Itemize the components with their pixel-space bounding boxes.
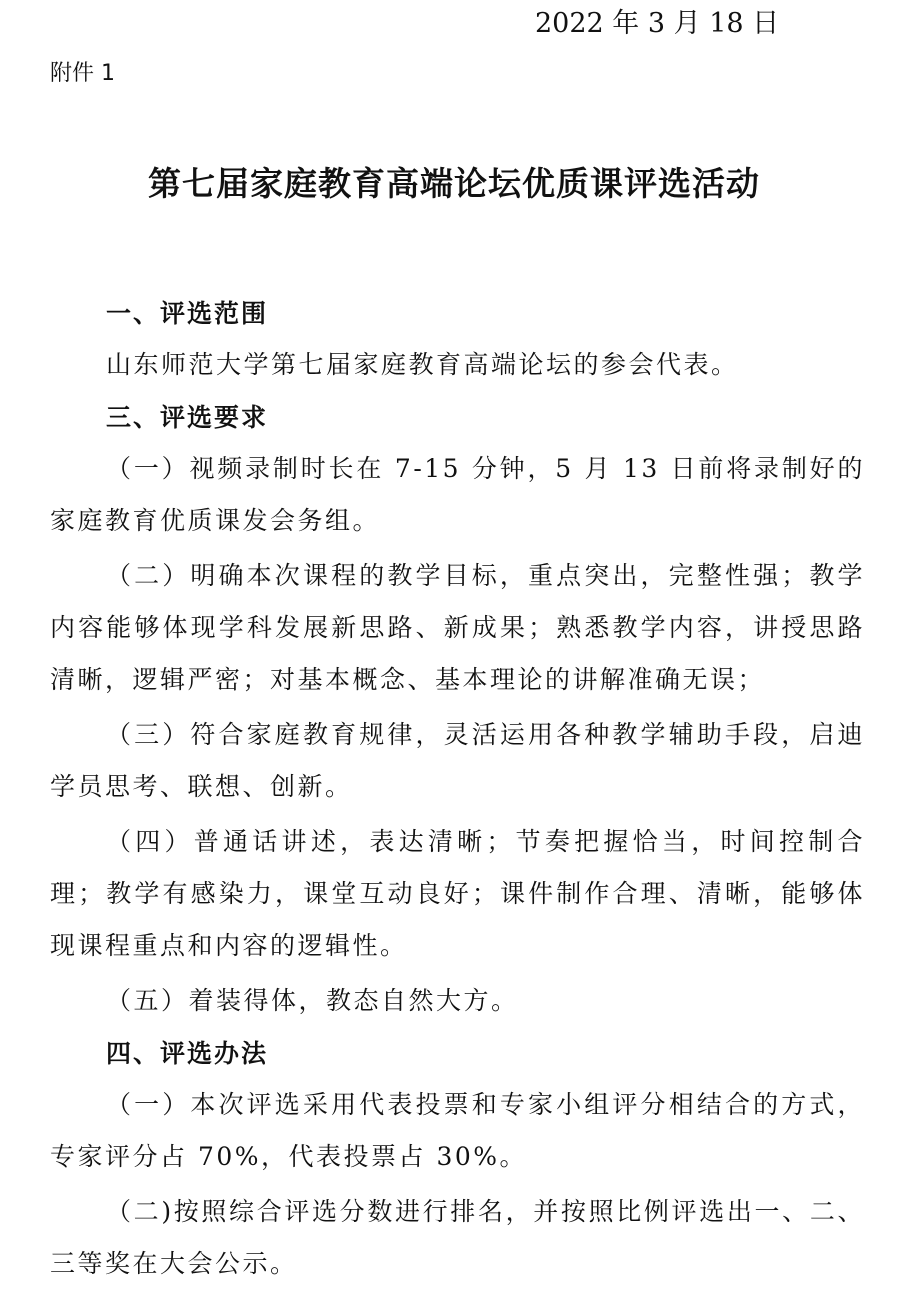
section-heading: 三、评选要求 [106,403,269,432]
section-paragraph: 山东师范大学第七届家庭教育高端论坛的参会代表。 [106,350,739,379]
section-paragraph: （三）符合家庭教育规律，灵活运用各种教学辅助手段，启迪学员思考、联想、创新。 [50,720,865,801]
section-scope [50,288,865,391]
section-heading: 四、评选办法 [106,1039,269,1068]
section-requirements [50,392,865,1027]
section-methods [50,1028,865,1290]
section-paragraph: （二)按照综合评选分数进行排名，并按照比例评选出一、二、三等奖在大会公示。 [50,1197,865,1278]
attachment-label: 附件 1 [50,61,115,86]
section-paragraph: （五）着装得体，教态自然大方。 [106,986,519,1015]
document-body [50,288,865,1293]
section-paragraph: （一）本次评选采用代表投票和专家小组评分相结合的方式，专家评分占 70%，代表投票占 30%。 [50,1090,865,1171]
section-paragraph: （四）普通话讲述，表达清晰；节奏把握恰当，时间控制合理；教学有感染力，课堂互动良好；课件制作合理、清晰，能够体现课程重点和内容的逻辑性。 [50,827,865,960]
section-paragraph: （一）视频录制时长在 7-15 分钟，5 月 13 日前将录制好的家庭教育优质课发会务组。 [50,454,865,535]
section-heading: 一、评选范围 [106,299,269,328]
document-title: 第七届家庭教育高端论坛优质课评选活动 [148,164,760,203]
document-date: 2022 年 3 月 18 日 [535,8,780,39]
section-paragraph: （二）明确本次课程的教学目标，重点突出，完整性强；教学内容能够体现学科发展新思路、新成果；熟悉教学内容，讲授思路清晰，逻辑严密；对基本概念、基本理论的讲解准确无误； [50,561,865,694]
